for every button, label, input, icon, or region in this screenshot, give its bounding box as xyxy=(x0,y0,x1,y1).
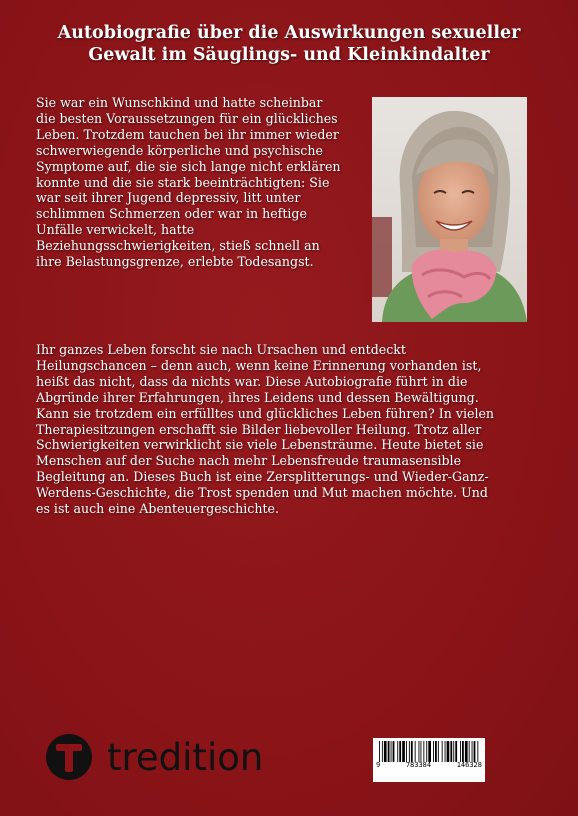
barcode-bar xyxy=(388,741,390,762)
barcode-bar xyxy=(442,741,443,762)
text-line: Begleitung an. Dieses Buch ist eine Zersplitterungs- und Wieder-Ganz- xyxy=(36,469,489,485)
barcode-bar xyxy=(465,741,468,762)
barcode-bar xyxy=(411,741,413,762)
text-line: es ist auch eine Abenteuergeschichte. xyxy=(36,501,279,517)
barcode-bar xyxy=(438,741,439,762)
barcode-bar xyxy=(409,741,410,762)
text-line: Unfälle verwickelt, hatte xyxy=(36,222,195,238)
text-line: Kann sie trotzdem ein erfülltes und glückliches Leben führen? In vielen xyxy=(36,405,495,421)
barcode-bar xyxy=(379,741,380,762)
barcode-bar xyxy=(406,741,407,762)
text-line: Abgründe ihrer Erfahrungen, ihres Leidens und dessen Bewältigung. xyxy=(36,389,479,405)
text-line: Schwierigkeiten verwirklicht sie viele Lebensträume. Heute bietet sie xyxy=(36,437,484,453)
tredition-logo-icon xyxy=(45,733,93,781)
barcode-bar xyxy=(462,741,464,762)
barcode-bar xyxy=(453,741,454,762)
blurb-paragraph-1 xyxy=(36,95,368,270)
text-line: Ihr ganzes Leben forscht sie nach Ursachen und entdeckt xyxy=(36,342,406,357)
barcode-bar xyxy=(472,741,473,762)
text-line: Sie war ein Wunschkind und hatte scheinbar xyxy=(36,95,323,110)
text-line: ihre Belastungsgrenze, erlebte Todesangst. xyxy=(36,254,314,270)
barcode-bar xyxy=(450,741,452,762)
barcode-bar xyxy=(399,741,401,762)
barcode-bar xyxy=(402,741,405,762)
text-line: Beziehungsschwierigkeiten, stieß schnell an xyxy=(36,238,320,254)
text-line: Leben. Trotzdem tauchen bei ihr immer wieder xyxy=(36,126,339,142)
barcode-digit-group: 9 xyxy=(376,761,381,769)
barcode-bar xyxy=(426,741,427,762)
barcode-bar xyxy=(460,741,461,762)
text-line: schwerwiegende körperliche und psychische xyxy=(36,142,323,158)
barcode-digit-group: 783384 xyxy=(405,761,432,769)
text-line: Heilungschancen – denn auch, wenn keine Erinnerung vorhanden ist, xyxy=(36,357,482,373)
text-line: Therapiesitzungen erschafft sie Bilder liebevoller Heilung. Trotz aller xyxy=(36,421,482,437)
barcode-bar xyxy=(477,741,478,762)
text-line: schlimmen Schmerzen oder war in heftige xyxy=(36,206,307,222)
isbn-barcode xyxy=(373,738,485,782)
text-line: konnte und die sie stark beeinträchtigten: Sie xyxy=(36,174,330,190)
title-line-1: Autobiografie über die Auswirkungen sexueller xyxy=(57,23,521,43)
barcode-bar xyxy=(455,741,457,762)
text-line: heißt das nicht, dass da nichts war. Diese Autobiografie führt in die xyxy=(36,373,468,389)
barcode-bar xyxy=(469,741,470,762)
barcode-bar xyxy=(419,741,420,762)
cover-title xyxy=(20,22,558,66)
barcode-bar xyxy=(397,741,398,762)
barcode-bar xyxy=(421,741,422,762)
barcode-bar xyxy=(474,741,476,762)
barcode-bar xyxy=(393,741,395,762)
barcode-bar xyxy=(384,741,387,762)
barcode-digits xyxy=(373,761,485,769)
author-photo xyxy=(372,97,527,322)
barcode-bar xyxy=(428,741,431,762)
barcode-bar xyxy=(382,741,383,762)
barcode-bar xyxy=(433,741,434,762)
blurb-paragraph-2 xyxy=(36,342,542,517)
text-line: war seit ihrer Jugend depressiv, litt unter xyxy=(36,190,301,206)
barcode-bar xyxy=(435,741,437,762)
barcode-bar xyxy=(415,741,416,762)
text-line: Symptome auf, die sie sich lange nicht erklären xyxy=(36,158,341,174)
barcode-bar xyxy=(445,741,446,762)
text-line: Menschen auf der Suche nach mehr Lebensfreude traumasensible xyxy=(36,453,462,469)
text-line: Werdens-Geschichte, die Trost spenden und Mut machen möchte. Und xyxy=(36,485,488,501)
text-line: die besten Voraussetzungen für ein glückliches xyxy=(36,110,338,126)
barcode-digit-group: 146328 xyxy=(456,761,482,769)
barcode-bar xyxy=(391,741,392,762)
title-line-2: Gewalt im Säuglings- und Kleinkindalter xyxy=(88,45,490,65)
barcode-bar xyxy=(423,741,424,762)
barcode-bar xyxy=(447,741,450,762)
publisher-name: tredition xyxy=(107,735,264,779)
publisher-logo xyxy=(45,732,263,782)
